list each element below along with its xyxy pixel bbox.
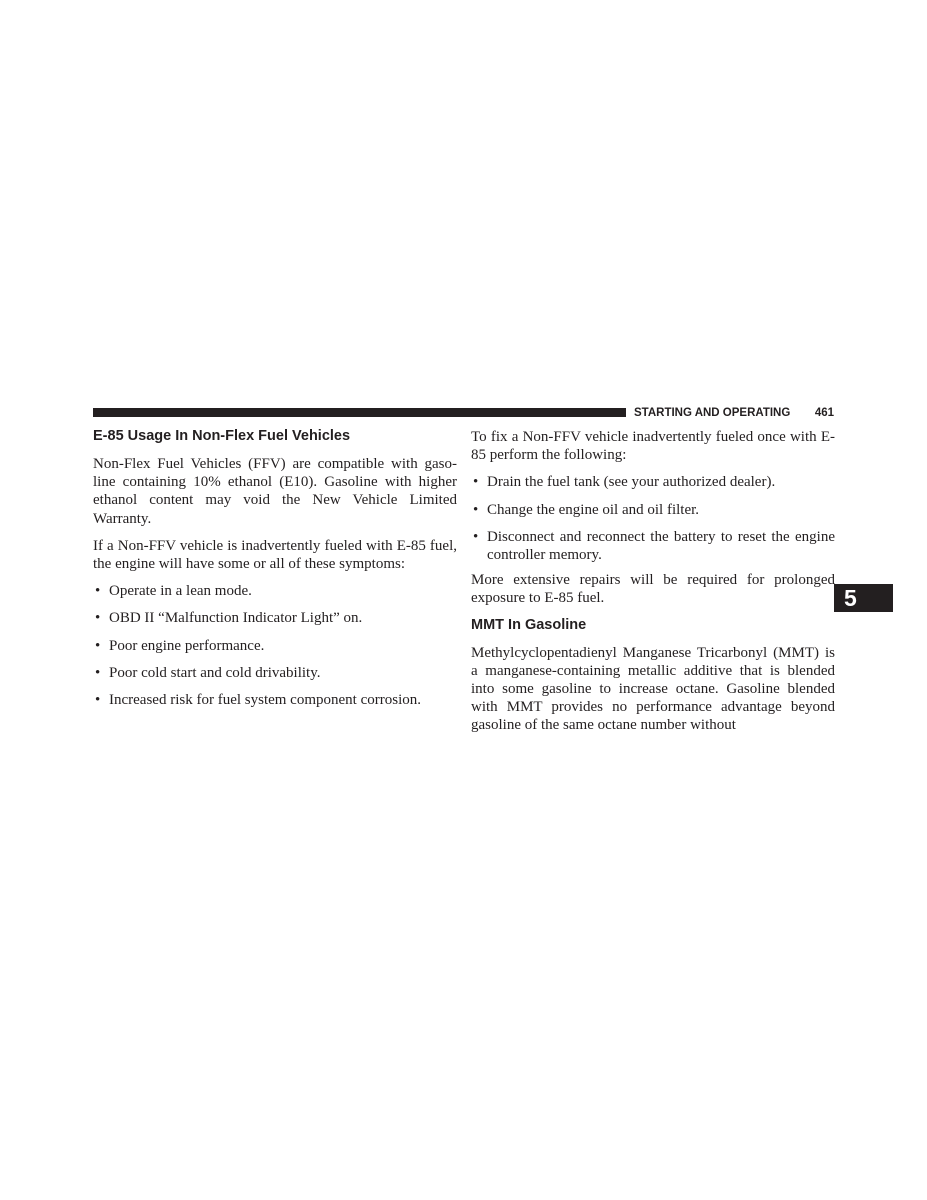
bullet: •	[473, 528, 479, 545]
bullet: •	[95, 637, 101, 654]
paragraph: More extensive repairs will be required for prolonged exposure to E-85 fuel.	[471, 572, 835, 607]
list-item: • OBD II “Malfunction Indicator Light” on.	[95, 610, 363, 627]
bullet: •	[95, 692, 101, 709]
section-heading-e85: E-85 Usage In Non-Flex Fuel Vehicles	[93, 428, 351, 444]
list-item: • Disconnect and reconnect the battery to reset the engine controller memory.	[473, 528, 835, 564]
bullet: •	[473, 474, 479, 491]
page-number: 461	[814, 407, 834, 419]
paragraph: To fix a Non-FFV vehicle inadvertently fueled once with E-85 perform the following:	[471, 429, 835, 464]
bullet: •	[95, 583, 101, 600]
bullet: •	[95, 610, 101, 627]
paragraph: If a Non-FFV vehicle is inadvertently fueled with E-85 fuel, the engine will have some or all of these symptoms:	[93, 537, 457, 573]
paragraph: Non-Flex Fuel Vehicles (FFV) are compatible with gaso-line containing 10% ethanol (E10). Gasoline with higher ethanol content may void the New Vehicle Limited Warranty.	[93, 456, 457, 527]
section-heading-mmt: MMT In Gasoline	[471, 616, 587, 633]
list-item: • Poor cold start and cold drivability.	[95, 664, 321, 681]
list-item: • Operate in a lean mode.	[95, 583, 252, 600]
running-header	[634, 405, 834, 421]
list-item: • Drain the fuel tank (see your authorized dealer).	[473, 474, 776, 491]
fix-steps-list	[471, 473, 835, 564]
left-column	[93, 428, 457, 709]
symptom-list	[93, 582, 457, 709]
header-rule	[93, 408, 626, 417]
bullet: •	[95, 664, 101, 681]
right-column	[471, 428, 835, 735]
bullet: •	[473, 501, 479, 518]
paragraph: Methylcyclopentadienyl Manganese Tricarbonyl (MMT) is a manganese-containing metallic additive that is blended into some gasoline to increase octane. Gasoline blended with MMT provides no performance advantage beyond gasoline of the same octane number without	[471, 644, 835, 734]
section-title: STARTING AND OPERATING	[634, 407, 791, 419]
list-item: • Poor engine performance.	[95, 637, 265, 654]
list-item: • Change the engine oil and oil filter.	[473, 501, 700, 518]
list-item: • Increased risk for fuel system component corrosion.	[95, 692, 421, 709]
chapter-tab: 5	[834, 584, 893, 612]
